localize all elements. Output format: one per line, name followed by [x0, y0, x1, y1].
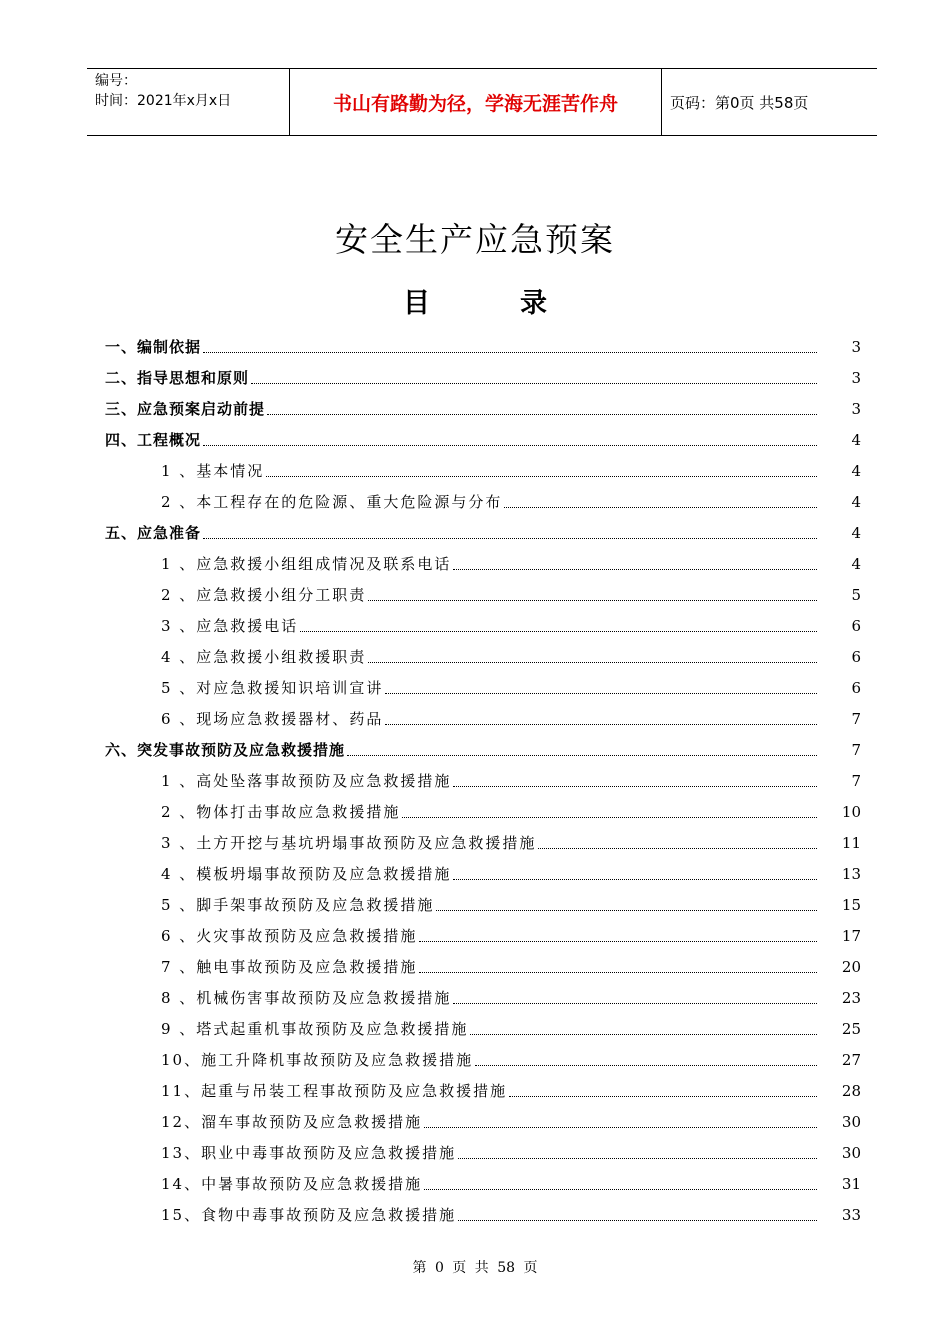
toc-leader-dots: [453, 991, 817, 1004]
toc-leader-dots: [470, 1022, 817, 1035]
toc-entry[interactable]: [105, 982, 861, 1013]
toc-entry-page: 6: [851, 647, 861, 666]
toc-entry[interactable]: [105, 424, 861, 455]
toc-entry[interactable]: [105, 734, 861, 765]
toc-leader-dots: [458, 1208, 817, 1221]
time-label: 时间：2021年x月x日: [95, 93, 232, 109]
toc-leader-dots: [267, 402, 817, 415]
toc-entry-page: 13: [841, 864, 861, 883]
toc-entry[interactable]: [105, 455, 861, 486]
toc-entry[interactable]: [105, 889, 861, 920]
header-meta: [87, 69, 289, 135]
table-of-contents: [105, 331, 861, 1230]
toc-entry-page: 27: [841, 1050, 861, 1069]
toc-entry[interactable]: [105, 765, 861, 796]
toc-entry-label: 四、工程概况: [105, 431, 202, 449]
toc-entry-label: 4 、应急救援小组救援职责: [161, 648, 367, 666]
toc-leader-dots: [203, 433, 817, 446]
toc-leader-dots: [453, 774, 817, 787]
toc-entry-label: 2 、应急救援小组分工职责: [161, 586, 367, 604]
toc-leader-dots: [419, 960, 817, 973]
document-title: 安全生产应急预案: [335, 220, 615, 259]
toc-entry-page: 23: [841, 988, 861, 1007]
toc-entry[interactable]: [105, 1168, 861, 1199]
toc-entry-label: 12、溜车事故预防及应急救援措施: [161, 1113, 423, 1131]
toc-entry-page: 33: [841, 1205, 861, 1224]
toc-entry[interactable]: [105, 1137, 861, 1168]
toc-heading-char-1: 目: [403, 288, 430, 319]
toc-entry-page: 7: [851, 771, 861, 790]
toc-entry[interactable]: [105, 858, 861, 889]
toc-leader-dots: [424, 1177, 817, 1190]
toc-entry-label: 五、应急准备: [105, 524, 202, 542]
toc-entry-label: 7 、触电事故预防及应急救援措施: [161, 958, 418, 976]
toc-entry[interactable]: [105, 610, 861, 641]
toc-entry[interactable]: [105, 579, 861, 610]
toc-entry[interactable]: [105, 703, 861, 734]
toc-entry-label: 三、应急预案启动前提: [105, 400, 266, 418]
toc-entry-page: 28: [841, 1081, 861, 1100]
toc-leader-dots: [509, 1084, 817, 1097]
toc-leader-dots: [402, 805, 817, 818]
toc-heading-char-2: 录: [520, 288, 547, 319]
toc-entry-label: 4 、模板坍塌事故预防及应急救援措施: [161, 865, 452, 883]
toc-entry-label: 8 、机械伤害事故预防及应急救援措施: [161, 989, 452, 1007]
toc-entry-page: 20: [841, 957, 861, 976]
toc-entry-page: 10: [841, 802, 861, 821]
toc-leader-dots: [368, 588, 817, 601]
number-label: 编号：: [95, 73, 137, 89]
toc-leader-dots: [475, 1053, 817, 1066]
toc-entry[interactable]: [105, 517, 861, 548]
toc-entry-page: 3: [851, 337, 861, 356]
toc-leader-dots: [368, 650, 817, 663]
toc-entry[interactable]: [105, 1199, 861, 1230]
toc-entry-page: 7: [851, 709, 861, 728]
toc-entry-label: 9 、塔式起重机事故预防及应急救援措施: [161, 1020, 469, 1038]
toc-entry-label: 2 、物体打击事故应急救援措施: [161, 803, 401, 821]
toc-entry[interactable]: [105, 641, 861, 672]
toc-leader-dots: [266, 464, 817, 477]
toc-entry[interactable]: [105, 486, 861, 517]
toc-entry-page: 4: [851, 492, 861, 511]
toc-heading: [0, 281, 950, 320]
toc-entry-label: 10、施工升降机事故预防及应急救援措施: [161, 1051, 474, 1069]
toc-entry-page: 4: [851, 461, 861, 480]
toc-leader-dots: [203, 340, 817, 353]
toc-entry-page: 31: [841, 1174, 861, 1193]
toc-entry-label: 11、起重与吊装工程事故预防及应急救援措施: [161, 1082, 508, 1100]
toc-entry-page: 25: [841, 1019, 861, 1038]
toc-entry-page: 30: [841, 1112, 861, 1131]
toc-entry-page: 11: [841, 833, 861, 852]
toc-entry-page: 15: [841, 895, 861, 914]
toc-entry[interactable]: [105, 393, 861, 424]
toc-leader-dots: [385, 681, 817, 694]
toc-entry[interactable]: [105, 796, 861, 827]
page-header: [87, 68, 877, 136]
toc-entry-label: 1 、应急救援小组组成情况及联系电话: [161, 555, 452, 573]
toc-entry-page: 4: [851, 430, 861, 449]
toc-entry[interactable]: [105, 827, 861, 858]
toc-entry-page: 4: [851, 554, 861, 573]
toc-entry[interactable]: [105, 362, 861, 393]
toc-entry-page: 6: [851, 678, 861, 697]
toc-entry[interactable]: [105, 1106, 861, 1137]
toc-entry-label: 二、指导思想和原则: [105, 369, 250, 387]
toc-leader-dots: [436, 898, 817, 911]
toc-entry-label: 1 、基本情况: [161, 462, 265, 480]
toc-leader-dots: [458, 1146, 817, 1159]
toc-entry-label: 14、中暑事故预防及应急救援措施: [161, 1175, 423, 1193]
toc-leader-dots: [251, 371, 817, 384]
toc-entry-page: 17: [841, 926, 861, 945]
toc-entry[interactable]: [105, 1075, 861, 1106]
toc-leader-dots: [419, 929, 817, 942]
toc-entry-label: 3 、应急救援电话: [161, 617, 299, 635]
toc-entry[interactable]: [105, 548, 861, 579]
toc-entry-page: 3: [851, 399, 861, 418]
toc-entry-label: 6 、现场应急救援器材、药品: [161, 710, 384, 728]
toc-entry-label: 六、突发事故预防及应急救援措施: [105, 741, 346, 759]
toc-entry-label: 3 、土方开挖与基坑坍塌事故预防及应急救援措施: [161, 834, 537, 852]
toc-entry-label: 1 、高处坠落事故预防及应急救援措施: [161, 772, 452, 790]
toc-leader-dots: [203, 526, 817, 539]
toc-leader-dots: [453, 867, 817, 880]
toc-entry-page: 30: [841, 1143, 861, 1162]
toc-entry-label: 6 、火灾事故预防及应急救援措施: [161, 927, 418, 945]
toc-entry-label: 2 、本工程存在的危险源、重大危险源与分布: [161, 493, 503, 511]
page-footer: 第 0 页 共 58 页: [412, 1260, 538, 1276]
toc-entry[interactable]: [105, 920, 861, 951]
toc-leader-dots: [300, 619, 817, 632]
header-motto: 书山有路勤为径，学海无涯苦作舟: [289, 69, 662, 135]
toc-entry-page: 7: [851, 740, 861, 759]
toc-leader-dots: [424, 1115, 817, 1128]
toc-entry[interactable]: [105, 331, 861, 362]
toc-entry-label: 13、职业中毒事故预防及应急救援措施: [161, 1144, 457, 1162]
toc-entry[interactable]: [105, 951, 861, 982]
toc-entry-page: 4: [851, 523, 861, 542]
toc-entry-label: 一、编制依据: [105, 338, 202, 356]
toc-entry-page: 5: [851, 585, 861, 604]
toc-entry-label: 5 、脚手架事故预防及应急救援措施: [161, 896, 435, 914]
header-page-info: 页码：第0页 共58页: [670, 93, 809, 112]
toc-leader-dots: [385, 712, 817, 725]
toc-leader-dots: [347, 743, 817, 756]
toc-entry[interactable]: [105, 672, 861, 703]
toc-entry-label: 15、食物中毒事故预防及应急救援措施: [161, 1206, 457, 1224]
toc-leader-dots: [504, 495, 817, 508]
toc-entry-label: 5 、对应急救援知识培训宣讲: [161, 679, 384, 697]
toc-leader-dots: [453, 557, 817, 570]
toc-entry-page: 3: [851, 368, 861, 387]
toc-entry-page: 6: [851, 616, 861, 635]
toc-entry[interactable]: [105, 1013, 861, 1044]
toc-leader-dots: [538, 836, 817, 849]
toc-entry[interactable]: [105, 1044, 861, 1075]
